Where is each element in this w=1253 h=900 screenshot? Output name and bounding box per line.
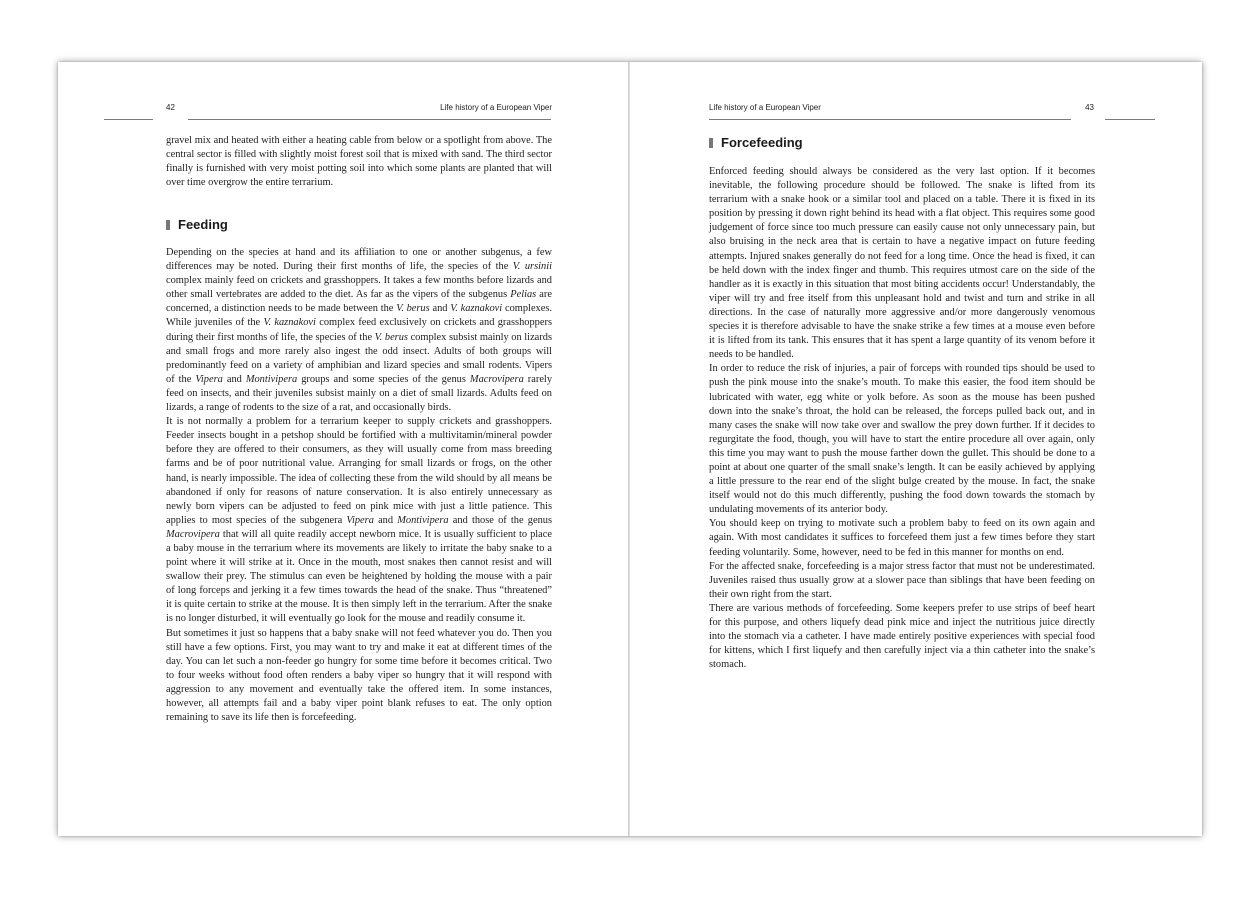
- paragraph: It is not normally a problem for a terrarium keeper to supply crickets and grasshoppers. Feeder insects bought in a petshop should be fortified with a multivitamin/mineral powder before they are offered to their consumers, as they will usually come from mass breeding farms and be of poor nutritional value. Arranging for small lizards or frogs, on the other hand, is nearly impossible. The idea of collecting these from the wild should by all means be abandoned if only for reasons of nature conservation. It is also entirely unnecessary as newly born vipers can be adjusted to feed on pink mice with just a little patience. This applies to most species of the subgenera Vipera and Montivipera and those of the genus Macrovipera that will all quite readily accept newborn mice. It is usually sufficient to place a baby mouse in the terrarium where its movements are likely to irritate the baby snake to a point where it will strike at it. Once in the mouth, most snakes then cannot resist and will swallow their prey. The stimulus can even be heightened by holding the mouse with a pair of long forceps and jerking it a few times towards the head of the snake. Thus “threatened” it is quite certain to strike at the mouse. It is then simply left in the terrarium. After the snake is no longer disturbed, it will eventually go look for the mouse and readily consume it.: [166, 416, 552, 625]
- page-number: 43: [1085, 103, 1094, 112]
- running-title: Life history of a European Viper: [709, 103, 821, 112]
- paragraph: Depending on the species at hand and its affiliation to one or another subgenus, a few differences may be noted. During their first months of life, the species of the V. ursinii complex mainly feed on crickets and grasshoppers. It takes a few months before lizards and other small vertebrates are added to the diet. As far as the vipers of the subgenus Pelias are concerned, a distinction needs to be made between the V. berus and V. kaznakovi complexes. While juveniles of the V. kaznakovi complex feed exclusively on crickets and grasshoppers during their first months of life, the species of the V. berus complex subsist mainly on lizards and small frogs and more rarely also ingest the odd insect. Adults of both groups will predominantly feed on a variety of amphibian and lizard species and small rodents. Vipers of the Vipera and Montivipera groups and some species of the genus Macrovipera rarely feed on insects, and their juveniles subsist mainly on a diet of small lizards. Adults feed on lizards, a range of rodents to the size of a rat, and occasionally birds.: [166, 247, 553, 414]
- paragraph: You should keep on trying to motivate such a problem baby to feed on its own again and again. With most candidates it suffices to forcefeed them just a few times before they start feeding voluntarily. Some, however, need to be fed in this manner for months on end.: [709, 518, 1095, 558]
- paragraph: For the affected snake, forcefeeding is a major stress factor that must not be underestimated. Juveniles raised thus usually grow at a slower pace than siblings that have been feeding on their own right from the start.: [709, 560, 1095, 600]
- running-title: Life history of a European Viper: [440, 103, 552, 112]
- running-header: [166, 103, 552, 117]
- left-page: [58, 62, 628, 836]
- header-rule: [188, 119, 551, 120]
- paragraph: But sometimes it just so happens that a baby snake will not feed whatever you do. Then you still have a few options. First, you may want to try and make it eat at different times of the day. You can let such a non-feeder go hungry for some time before it becomes critical. Two to four weeks without food often renders a baby viper so hungry that it will respond with aggression to any movement and eventually take the offered item. In some instances, however, all attempts fail and a baby viper point blank refuses to eat. The only option remaining to save its life then is forcefeeding.: [166, 627, 552, 724]
- heading-marker: [166, 220, 170, 230]
- section-heading: [166, 217, 228, 232]
- section-heading: [709, 135, 803, 150]
- left-column-intro: [166, 134, 552, 190]
- left-column-body: [166, 246, 552, 725]
- header-rule-outer: [1105, 119, 1155, 120]
- heading-text: Forcefeeding: [721, 135, 803, 150]
- paragraph: gravel mix and heated with either a heating cable from below or a spotlight from above. The central sector is filled with slightly moist forest soil that is mixed with sand. The third sector finally is furnished with very moist potting soil into which some plants are planted that will over time overgrow the entire terrarium.: [166, 135, 552, 189]
- page-number: 42: [166, 103, 175, 112]
- header-rule-outer: [104, 119, 153, 120]
- paragraph: In order to reduce the risk of injuries, a pair of forceps with rounded tips should be used to push the pink mouse into the snake’s mouth. To make this easier, the food item should be lubricated with water, egg white or yolk before. As soon as the mouse has been pushed down into the snake’s throat, the hold can be released, the forceps pulled back out, and in many cases the snake will now take over and swallow the prey down further. If it decides to regurgitate the food, though, you will have to start the entire procedure all over again, only this time you may want to push the mouse farther down the gullet. This should be done to a point at about one quarter of the small snake’s length. It can be easily achieved by applying a little pressure to the rear end of the slight bulge created by the mouse. In fact, the snake itself would not do this much differently, pushing the food down towards the stomach by undulating movements of its anterior body.: [709, 363, 1095, 516]
- heading-marker: [709, 138, 713, 148]
- heading-text: Feeding: [178, 217, 228, 232]
- book-spread: [58, 62, 1202, 836]
- right-column-body: [709, 165, 1095, 672]
- paragraph: There are various methods of forcefeeding. Some keepers prefer to use strips of beef heart for this purpose, and others liquefy dead pink mice and inject the nutritious juice directly into the stomach via a catheter. I have made entirely positive experiences with special food for kittens, which I first liquefy and then carefully inject via a thin catheter into the snake’s stomach.: [709, 602, 1095, 671]
- right-page: [630, 62, 1200, 836]
- running-header: [709, 103, 1094, 117]
- header-rule: [709, 119, 1071, 120]
- paragraph: Enforced feeding should always be considered as the very last option. If it becomes inevitable, the following procedure should be followed. The snake is lifted from its terrarium with a snake hook or a similar tool and placed on a table. There it is fixed in its position by pressing it down right behind its head with a flat object. This requires some good judgement of force since too much pressure can easily cause not only unnecessary pain, but also bruising in the neck area that is certain to have a negative impact on future feeding attempts. Injured snakes generally do not feed for a long time. Once the head is fixed, it can be held down with the index finger and thumb. This requires utmost care on the side of the handler as it is exactly in this situation that most biting accidents occur! Understandably, the viper will try and free itself from this unpleasant hold and twist and turn and strike in all directions. In the case of naturally more aggressive and/or more dangerously venomous species it is therefore advisable to have the snake strike a few times at a mouse even before it is lifted from its tank. This ensures that it has spent a large quantity of its venom before it needs to be handled.: [709, 166, 1095, 361]
